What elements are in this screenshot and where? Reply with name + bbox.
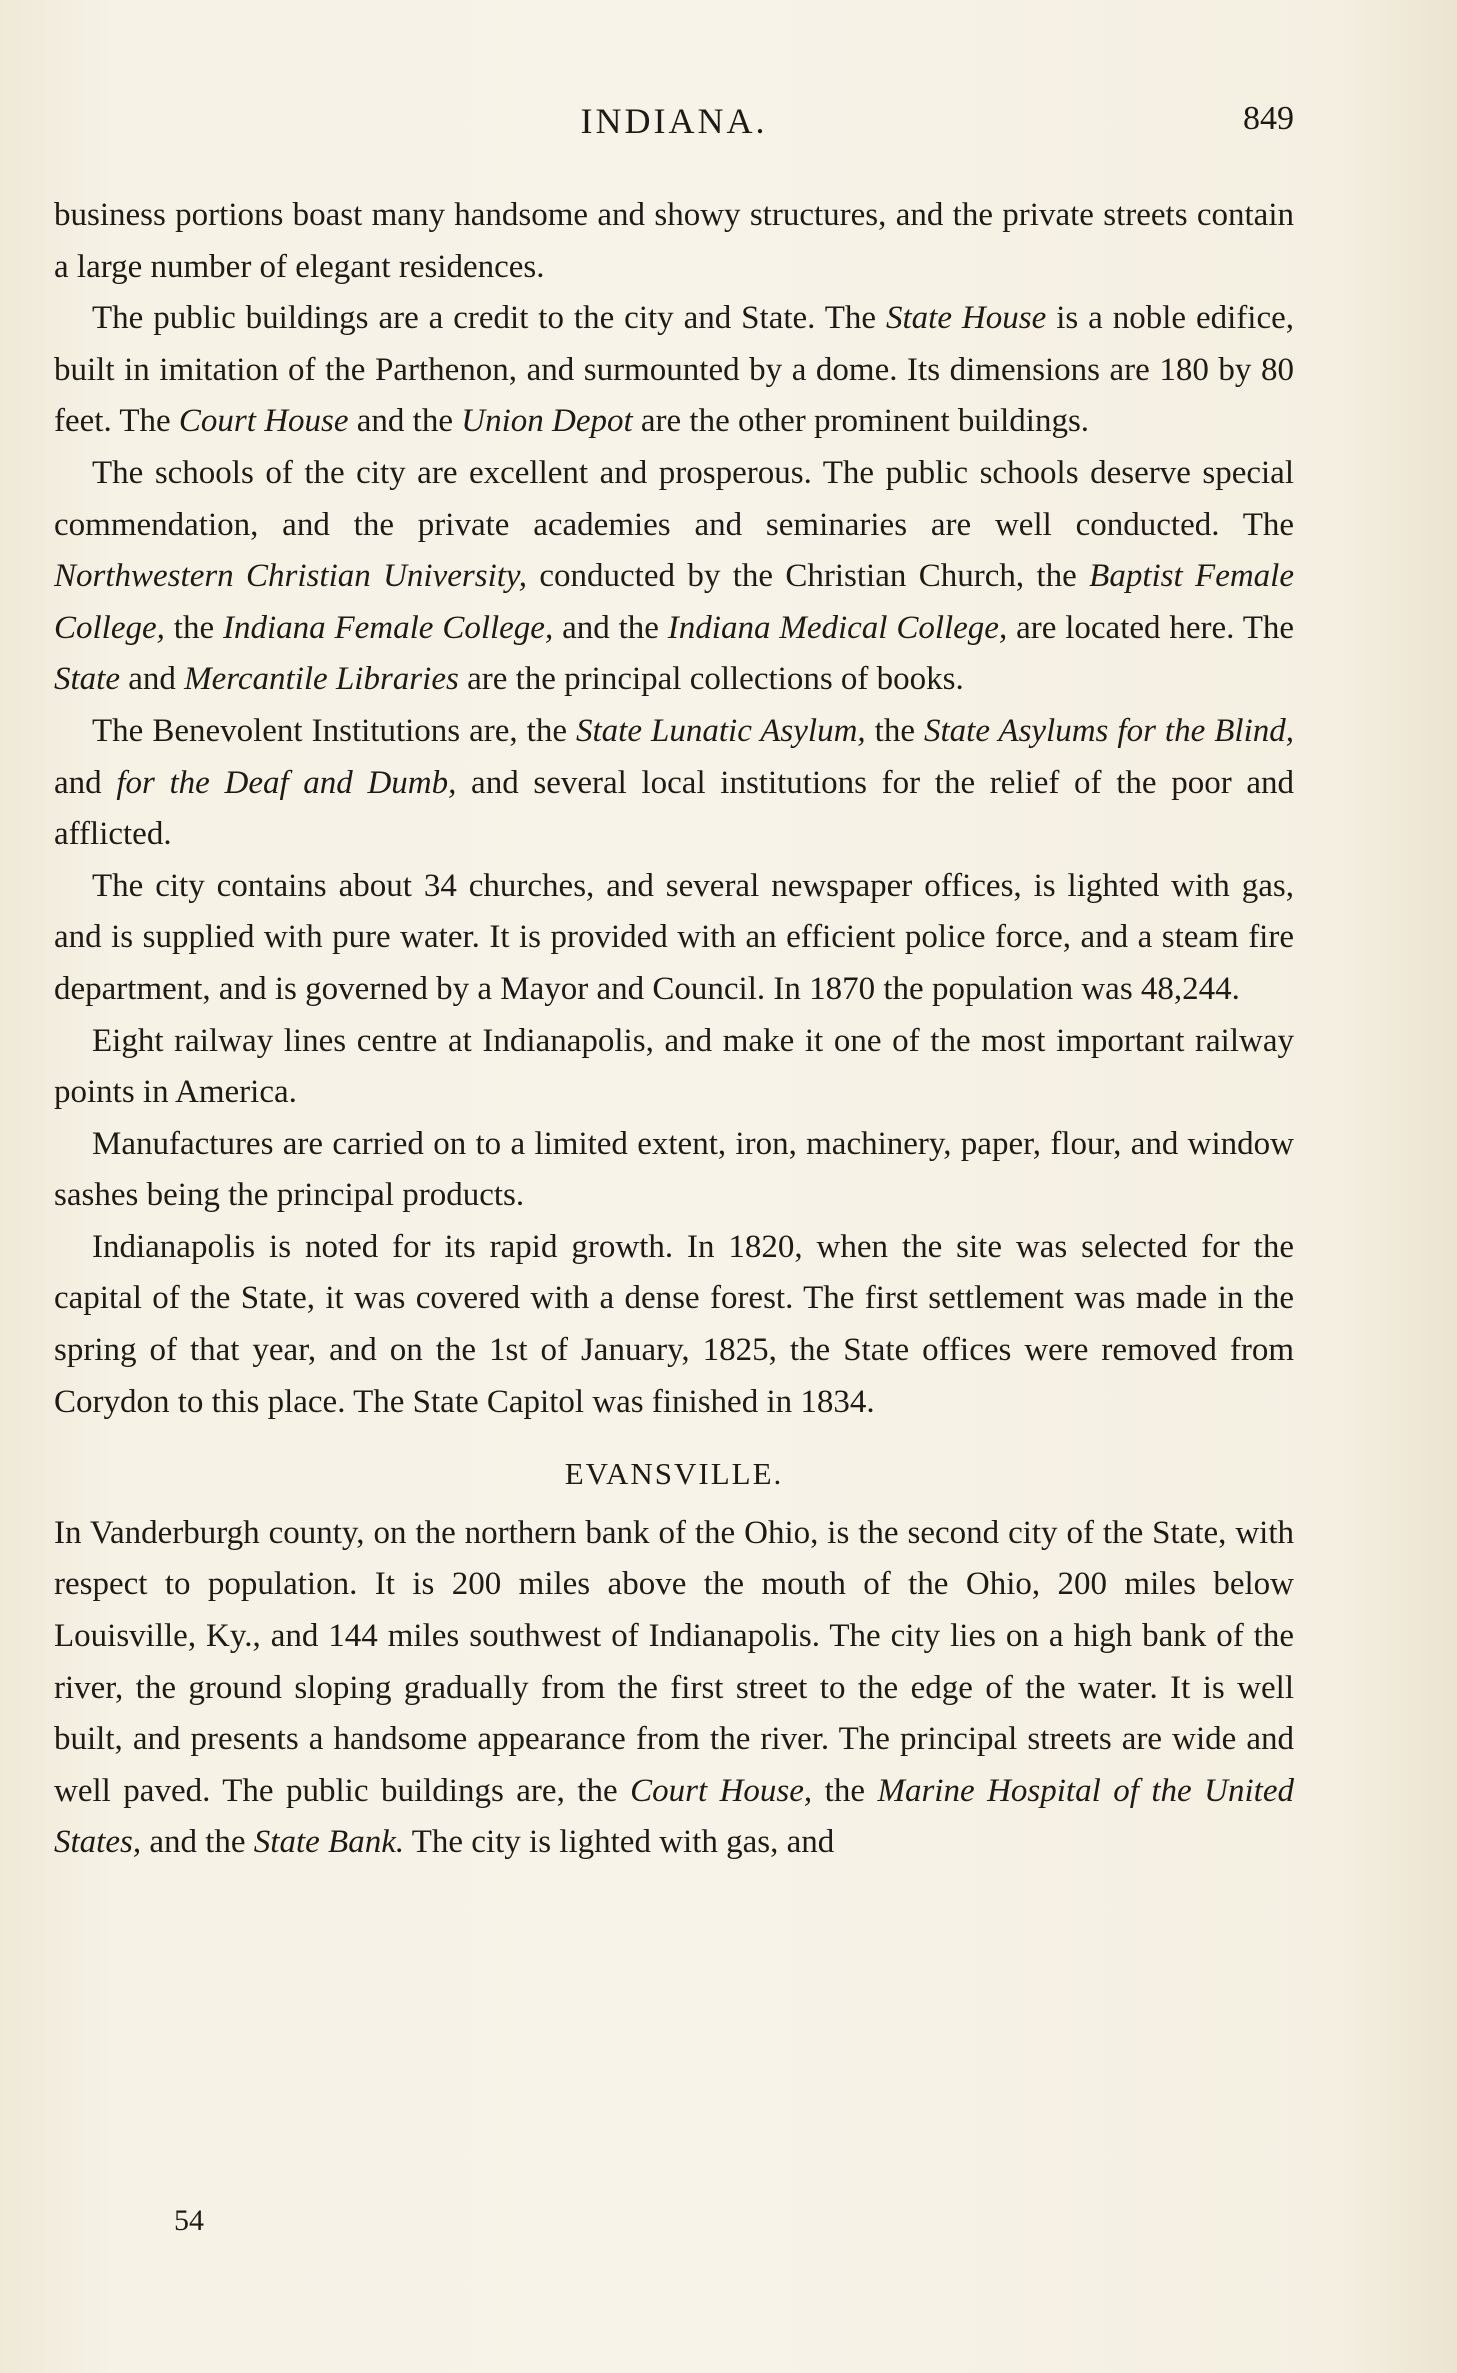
page-number: 849 [1243, 100, 1294, 137]
paragraph [54, 190, 1294, 293]
paragraph [54, 293, 1294, 448]
text-run: Eight railway lines centre at Indianapolis, and make it one of the most important railway points in America. [54, 1022, 1294, 1111]
main-paragraphs [54, 190, 1294, 1428]
text-run: and [54, 764, 117, 801]
paragraph [54, 706, 1294, 861]
body-text [54, 190, 1294, 1869]
paragraph [54, 1222, 1294, 1428]
text-run: are the other prominent buildings. [632, 403, 1090, 440]
section-paragraphs [54, 1508, 1294, 1869]
text-run: the [865, 712, 925, 749]
text-run: In Vanderburgh county, on the northern bank of the Ohio, is the second city of the State, with respect to population. It is 200 miles above the mouth of the Ohio, 200 miles below Louisville, Ky., and 144 miles southwest of Indianapolis. The city lies on a high bank of the river, the ground sloping gradually from the first street to the edge of the water. It is well built, and presents a handsome appearance from the river. The principal streets are wide and well paved. The public buildings are, the [54, 1514, 1294, 1809]
text-run: is a noble edifice, built in imitation of the Parthenon, and surmounted by a dome. Its dimensions are 180 by 80 feet. The [54, 300, 1294, 440]
text-run: and [119, 661, 185, 698]
text-run: The city is lighted with gas, and [404, 1824, 835, 1861]
text-run: conducted by the Christian Church, the [527, 558, 1090, 595]
italic-text: State House [886, 300, 1047, 337]
italic-text: Court House [178, 403, 349, 440]
italic-text: State Lunatic Asylum, [576, 712, 866, 749]
text-run: The schools of the city are excellent and prosperous. The public schools deserve special commendation, and the private academies and seminaries are well conducted. The [54, 454, 1294, 543]
italic-text: Baptist Female College, [54, 558, 1294, 646]
text-run: the [164, 609, 223, 646]
text-run: The public buildings are a credit to the city and State. The [92, 300, 886, 337]
italic-text: Indiana Medical College, [667, 609, 1008, 646]
paragraph [54, 448, 1294, 706]
italic-text: Court House, [630, 1772, 813, 1809]
italic-text: Northwestern Christian University, [54, 558, 527, 595]
text-run: Manufactures are carried on to a limited extent, iron, machinery, paper, flour, and window sashes being the principal products. [54, 1125, 1294, 1214]
text-run: the [812, 1772, 878, 1809]
text-run: Indianapolis is noted for its rapid growth. In 1820, when the site was selected for the capital of the State, it was covered with a dense forest. The first settlement was made in the spring of that year, and on the 1st of January, 1825, the State offices were removed from Corydon to this place. The State Capitol was finished in 1834. [54, 1228, 1294, 1420]
italic-text: State Asylums for the Blind, [924, 712, 1295, 749]
page-header [54, 100, 1294, 160]
text-run: and the [141, 1824, 254, 1861]
italic-text: State Bank. [253, 1824, 405, 1861]
section-heading: EVANSVILLE. [564, 1456, 784, 1492]
italic-text: Union Depot [461, 403, 633, 440]
italic-text: State [54, 661, 120, 698]
text-run: and the [348, 403, 462, 440]
text-run: are located here. The [1007, 609, 1294, 646]
text-run: The Benevolent Institutions are, the [92, 712, 577, 749]
italic-text: for the Deaf and Dumb, [116, 764, 457, 801]
italic-text: Mercantile Libraries [184, 661, 459, 698]
italic-text: Marine Hospital of the United States, [54, 1772, 1294, 1861]
text-run: and the [553, 609, 668, 646]
paragraph [54, 1016, 1294, 1119]
paragraph [54, 1508, 1294, 1869]
italic-text: Indiana Female College, [222, 609, 554, 646]
signature-mark: 54 [174, 2204, 204, 2237]
text-run: business portions boast many handsome and showy structures, and the private streets contain a large number of elegant residences. [54, 197, 1294, 285]
text-run: and several local institutions for the relief of the poor and afflicted. [54, 764, 1294, 853]
paragraph [54, 861, 1294, 1016]
text-run: The city contains about 34 churches, and several newspaper offices, is lighted with gas, and is supplied with pure water. It is provided with an efficient police force, and a steam fire department, and is governed by a Mayor and Council. In 1870 the population was 48,244. [54, 867, 1294, 1007]
running-head: INDIANA. [580, 101, 768, 141]
text-run: are the principal collections of books. [458, 661, 964, 698]
paragraph [54, 1119, 1294, 1222]
